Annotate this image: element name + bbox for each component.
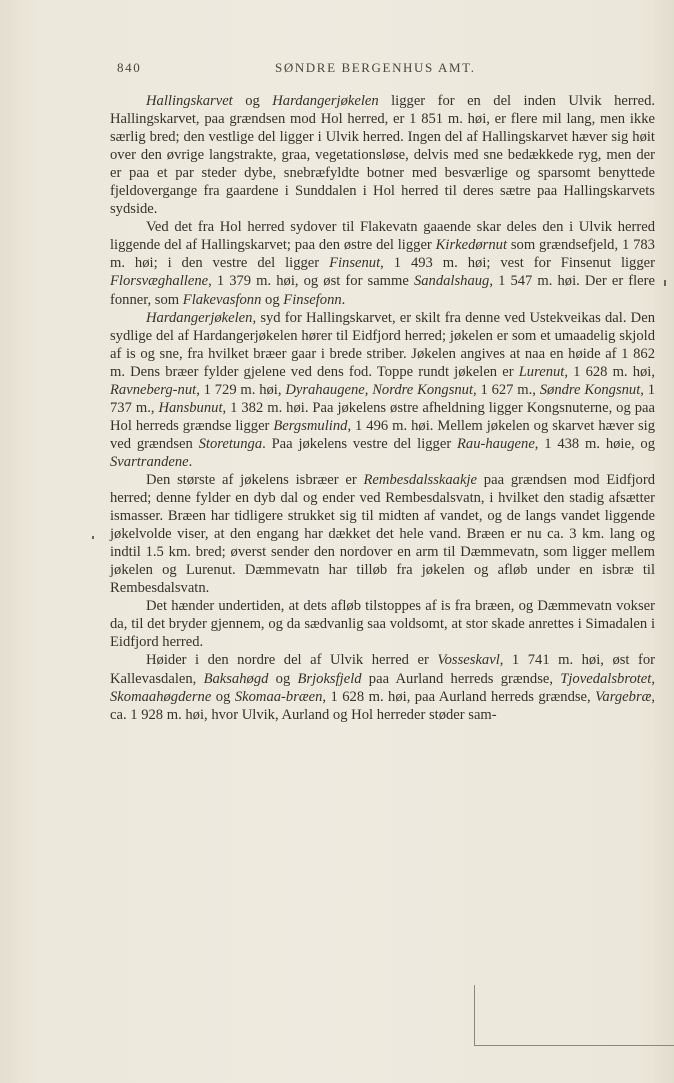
text-run: , 1 737 m., xyxy=(110,381,656,416)
text-run: , 1 547 m. høi. Der er flere fonner, som xyxy=(110,273,655,308)
text-run: , 1 379 m. høi, og øst for samme xyxy=(208,273,414,290)
body-text xyxy=(110,92,655,724)
italic-place-name: Skomaa-bræen xyxy=(234,688,323,705)
text-run: og xyxy=(232,93,273,109)
running-head: SØNDRE BERGENHUS AMT. xyxy=(275,60,476,75)
text-run: , ca. 1 928 m. høi, hvor Ulvik, Aurland og Hol herreder støder sam- xyxy=(110,688,656,723)
text-run: som grændsefjeld, 1 783 m. høi; i den vestre del ligger xyxy=(110,237,655,272)
page-number: 840 xyxy=(117,60,142,75)
text-run: paa grændsen mod Eidfjord herred; denne fylder en dyb dal og ender ved Rembesdalsvatn, i hvilket den stadig afsætter ismasser. Bræen har tidligere strukket sig til midten af vandet, og de langs vandet liggende jøkelvolde viser, at den engang har dækket det hele vand. Bræen er nu ca. 3 km. lang og indtil 1.5 km. bred; øverst sender den nordover en arm til Dæmmevatn, som ligger mellem jøkelen og Lurenut. Dæmmevatn har tilløb fra jøkelen og afløb under en isbræ til Rembesdalsvatn. xyxy=(110,471,655,597)
text-run: , 1 496 m. høi. Mellem jøkelen og skarvet hæver sig ved grændsen xyxy=(110,417,655,452)
italic-place-name: Tjovedalsbrotet xyxy=(560,670,652,687)
italic-place-name: Baksahøgd xyxy=(203,670,269,687)
margin-mark xyxy=(92,536,94,539)
paragraph-rembesdalsskaakje xyxy=(110,471,655,597)
text-run: . Paa jøkelens vestre del ligger xyxy=(262,435,457,452)
italic-place-name: Vargebræ xyxy=(595,688,652,705)
text-run: , 1 741 m. høi, øst for Kallevasdalen, xyxy=(110,652,655,687)
paragraph-hoider xyxy=(110,651,655,723)
text-run: Ved det fra Hol herred sydover til Flakevatn gaaende skar deles den i Ulvik herred liggende del af Hallingskarvet; paa den østre del ligger xyxy=(110,219,655,254)
italic-place-name: Finsefonn xyxy=(283,291,342,308)
italic-place-name: Sandalshaug xyxy=(413,273,490,290)
italic-place-name: Hallingskarvet xyxy=(146,93,233,109)
margin-mark xyxy=(664,280,666,286)
text-run: , 1 628 m. høi, paa Aurland herreds grændse, xyxy=(322,688,596,705)
italic-place-name: Bergsmulind xyxy=(273,417,348,434)
text-run: . xyxy=(341,291,346,308)
text-run: , 1 628 m. høi, xyxy=(564,363,655,380)
italic-place-name: Vosseskavl xyxy=(437,652,500,669)
corner-frame xyxy=(474,985,674,1046)
italic-place-name: Dyrahaugene xyxy=(285,381,365,398)
text-run: og xyxy=(261,291,284,308)
paragraph-hallingskarvet xyxy=(110,92,655,218)
text-run: , 1 627 m., xyxy=(473,381,540,398)
italic-place-name: Storetunga xyxy=(198,435,263,452)
italic-place-name: Brjoksfjeld xyxy=(297,670,362,687)
text-run: Den største af jøkelens isbræer er xyxy=(146,471,364,488)
text-run: , syd for Hallingskarvet, er skilt fra denne ved Ustekveikas dal. Den sydlige del af Hardangerjøkelen hører til Eidfjord herred; jøkelen er som et umaadelig skjold af is og sne, fra hvilket bræer gaar i brede striber. Jøkelen angives at naa en høide af 1 862 m. Dens bræer fylder gjelene ved dens fod. Toppe rundt jøkelen er xyxy=(110,309,655,380)
italic-place-name: Lurenut xyxy=(518,363,565,380)
text-run: , 1 382 m. høi. Paa jøkelens østre afheldning ligger Kongsnuterne, og paa Hol herreds grændse ligger xyxy=(110,399,655,434)
italic-place-name: Flakevasfonn xyxy=(182,291,262,308)
paragraph-hardangerjokelen xyxy=(110,309,655,471)
text-run: og xyxy=(211,688,235,705)
italic-place-name: Svartrandene xyxy=(110,453,189,470)
text-run: paa Aurland herreds grændse, xyxy=(361,670,561,687)
italic-place-name: Skomaahøgderne xyxy=(110,688,212,705)
paragraph-daemmevatn xyxy=(110,597,655,651)
text-run: Det hænder undertiden, at dets afløb tilstoppes af is fra bræen, og Dæmmevatn vokser da, til det bryder gjennem, og da sædvanlig saa voldsomt, at stor skade anrettes i Simadalen i Eidfjord herred. xyxy=(110,598,655,651)
italic-place-name: Søndre Kongsnut xyxy=(539,381,641,398)
text-run: ligger for en del inden Ulvik herred. Hallingskarvet, paa grændsen mod Hol herred, er 1 851 m. høi, er flere mil lang, men ikke særlig bred; den vestlige del ligger i Ulvik herred. Ingen del af Hallingskarvet hæver sig høit over den øvrige langstrakte, graa, vegetationsløse, delvis med sne bedækkede ryg, men der er paa et par steder dybe, snebræfyldte botner med besværlige og sparsomt benyttede fjeldovergange fra gaardene i Sunddalen i Hol herred til deres sætre paa Hallingskarvets sydside. xyxy=(110,93,656,218)
text-run: , xyxy=(651,670,655,687)
text-run: , xyxy=(364,381,373,398)
text-run: , 1 729 m. høi, xyxy=(196,381,286,398)
text-run: , 1 493 m. høi; vest for Finsenut ligger xyxy=(380,255,655,272)
text-run: og xyxy=(268,670,298,687)
italic-place-name: Florsvæghallene xyxy=(110,273,209,290)
italic-place-name: Ravneberg-nut xyxy=(110,381,197,398)
page-header xyxy=(117,60,655,82)
italic-place-name: Finsenut xyxy=(329,255,381,272)
paragraph-flakevatn xyxy=(110,218,655,308)
text-run: Høider i den nordre del af Ulvik herred er xyxy=(146,652,438,669)
text-run: . xyxy=(188,453,193,470)
italic-place-name: Hardangerjøkelen xyxy=(272,93,379,109)
italic-place-name: Nordre Kongsnut xyxy=(372,381,474,398)
italic-place-name: Kirkedørnut xyxy=(435,237,508,254)
italic-place-name: Rembesdalsskaakje xyxy=(363,471,477,488)
italic-place-name: Rau-haugene xyxy=(456,435,535,452)
italic-place-name: Hansbunut xyxy=(158,399,223,416)
text-run: , 1 438 m. høie, og xyxy=(534,435,655,452)
italic-place-name: Hardangerjøkelen xyxy=(146,309,253,326)
